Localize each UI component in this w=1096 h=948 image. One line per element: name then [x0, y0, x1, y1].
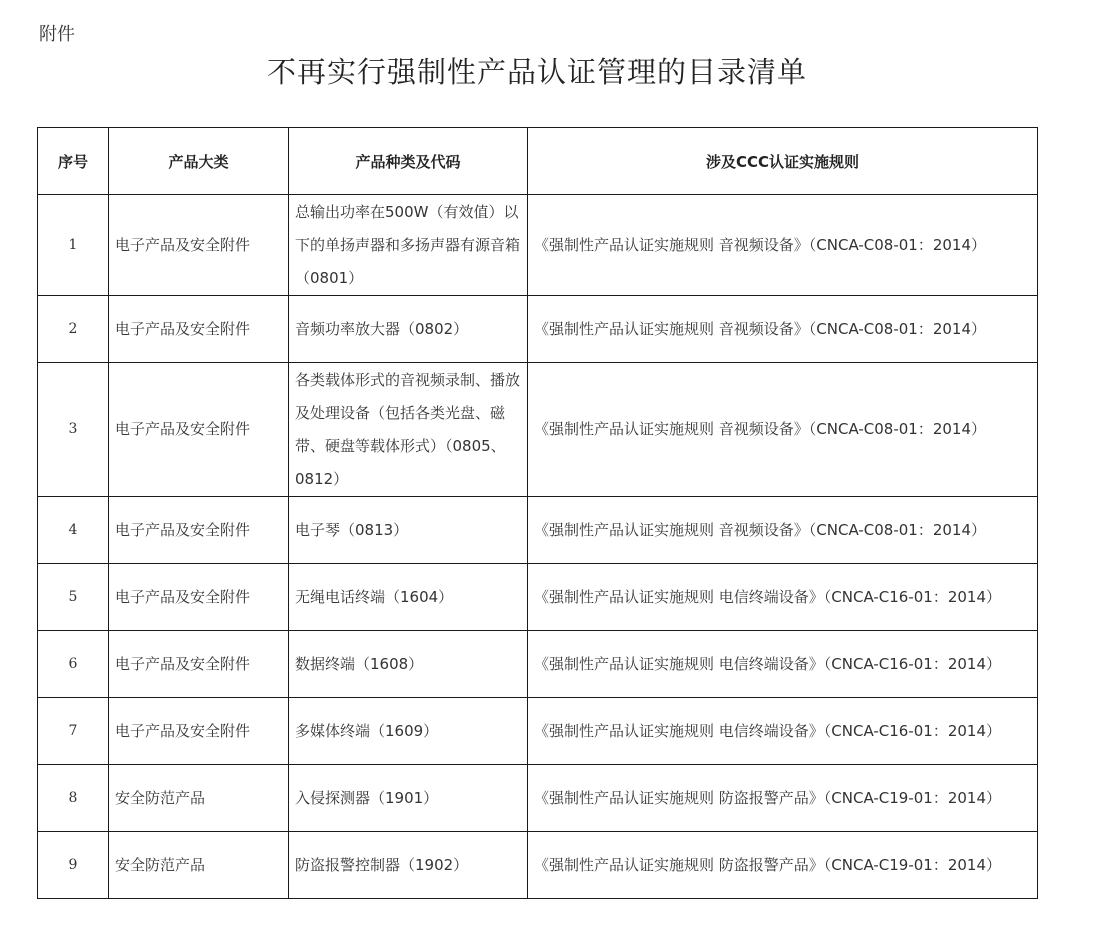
- cell-product: 音频功率放大器（0802）: [289, 296, 528, 363]
- cell-product: 电子琴（0813）: [289, 497, 528, 564]
- table-header-row: [38, 128, 1038, 195]
- cell-category: 电子产品及安全附件: [109, 497, 289, 564]
- cell-rule: 《强制性产品认证实施规则 防盗报警产品》（CNCA-C19-01：2014）: [528, 832, 1038, 899]
- cell-product: 防盗报警控制器（1902）: [289, 832, 528, 899]
- header-seq: 序号: [38, 128, 109, 195]
- table-row: [38, 564, 1038, 631]
- table-row: [38, 832, 1038, 899]
- cell-category: 安全防范产品: [109, 765, 289, 832]
- cell-seq: 4: [38, 497, 109, 564]
- cell-category: 电子产品及安全附件: [109, 296, 289, 363]
- cell-category: 电子产品及安全附件: [109, 564, 289, 631]
- header-category: 产品大类: [109, 128, 289, 195]
- cell-category: 电子产品及安全附件: [109, 363, 289, 497]
- cell-rule: 《强制性产品认证实施规则 音视频设备》（CNCA-C08-01：2014）: [528, 363, 1038, 497]
- cell-product: 各类载体形式的音视频录制、播放及处理设备（包括各类光盘、磁带、硬盘等载体形式）（0805、0812）: [289, 363, 528, 497]
- cell-rule: 《强制性产品认证实施规则 电信终端设备》（CNCA-C16-01：2014）: [528, 698, 1038, 765]
- page-title: 不再实行强制性产品认证管理的目录清单: [266, 55, 807, 89]
- cell-product: 无绳电话终端（1604）: [289, 564, 528, 631]
- table-row: [38, 195, 1038, 296]
- cell-seq: 3: [38, 363, 109, 497]
- cell-category: 电子产品及安全附件: [109, 698, 289, 765]
- cell-seq: 1: [38, 195, 109, 296]
- cell-category: 电子产品及安全附件: [109, 631, 289, 698]
- cell-rule: 《强制性产品认证实施规则 电信终端设备》（CNCA-C16-01：2014）: [528, 631, 1038, 698]
- table-row: [38, 363, 1038, 497]
- table-row: [38, 296, 1038, 363]
- cell-rule: 《强制性产品认证实施规则 电信终端设备》（CNCA-C16-01：2014）: [528, 564, 1038, 631]
- cell-rule: 《强制性产品认证实施规则 音视频设备》（CNCA-C08-01：2014）: [528, 497, 1038, 564]
- cell-seq: 5: [38, 564, 109, 631]
- table-row: [38, 631, 1038, 698]
- cell-product: 多媒体终端（1609）: [289, 698, 528, 765]
- catalog-table: [37, 127, 1038, 899]
- cell-category: 安全防范产品: [109, 832, 289, 899]
- table-row: [38, 698, 1038, 765]
- cell-rule: 《强制性产品认证实施规则 防盗报警产品》（CNCA-C19-01：2014）: [528, 765, 1038, 832]
- cell-seq: 9: [38, 832, 109, 899]
- header-rule: 涉及CCC认证实施规则: [528, 128, 1038, 195]
- cell-seq: 2: [38, 296, 109, 363]
- cell-rule: 《强制性产品认证实施规则 音视频设备》（CNCA-C08-01：2014）: [528, 195, 1038, 296]
- cell-product: 入侵探测器（1901）: [289, 765, 528, 832]
- cell-seq: 8: [38, 765, 109, 832]
- attachment-label: 附件: [39, 24, 75, 45]
- table-row: [38, 497, 1038, 564]
- cell-seq: 6: [38, 631, 109, 698]
- cell-product: 总输出功率在500W（有效值）以下的单扬声器和多扬声器有源音箱（0801）: [289, 195, 528, 296]
- cell-seq: 7: [38, 698, 109, 765]
- cell-product: 数据终端（1608）: [289, 631, 528, 698]
- header-product: 产品种类及代码: [289, 128, 528, 195]
- table-row: [38, 765, 1038, 832]
- cell-category: 电子产品及安全附件: [109, 195, 289, 296]
- cell-rule: 《强制性产品认证实施规则 音视频设备》（CNCA-C08-01：2014）: [528, 296, 1038, 363]
